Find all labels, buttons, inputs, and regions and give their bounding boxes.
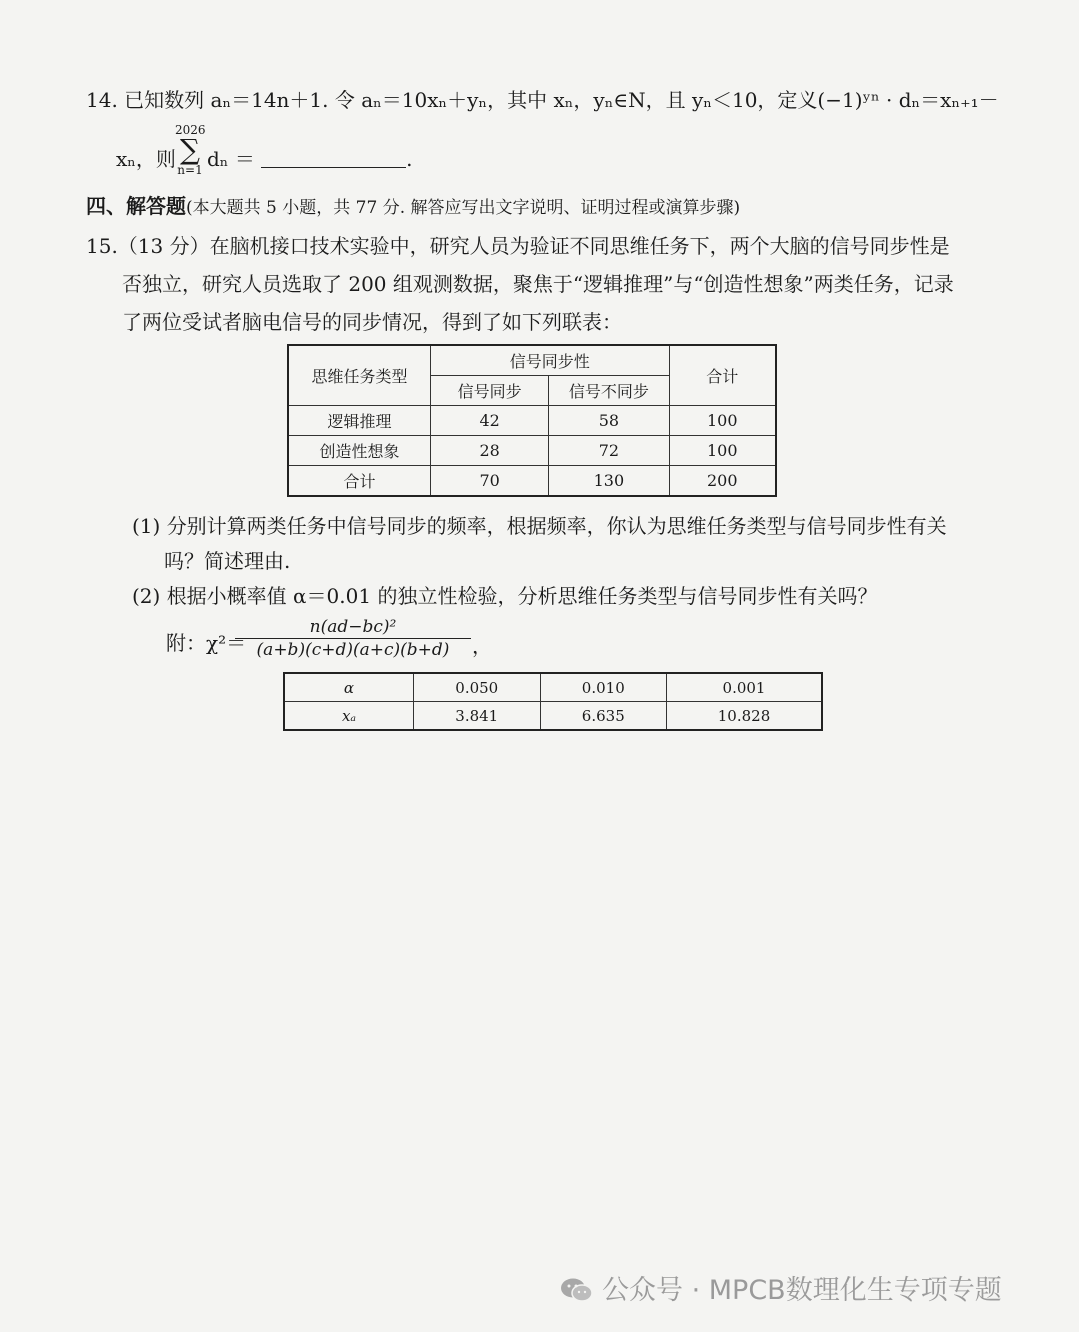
subheader-sync: 信号同步 bbox=[431, 376, 549, 406]
q14-sum-term bbox=[207, 143, 413, 172]
cell-total: 100 bbox=[669, 406, 776, 436]
cell-sync: 28 bbox=[431, 436, 549, 466]
cell-sync: 42 bbox=[431, 406, 549, 436]
row-label: 合计 bbox=[288, 466, 431, 497]
watermark bbox=[560, 1268, 1002, 1307]
cell-nosync: 72 bbox=[549, 436, 669, 466]
sum-term: dₙ ＝ bbox=[207, 147, 255, 171]
table-row bbox=[288, 466, 776, 497]
formula-numerator: n(ad−bc)² bbox=[235, 617, 471, 639]
critical-value-table bbox=[283, 672, 823, 731]
contingency-table bbox=[287, 344, 777, 497]
q15-line2: 否独立，研究人员选取了 200 组观测数据，聚焦于“逻辑推理”与“创造性想象”两类任务，记录 bbox=[122, 272, 954, 296]
q14-end: . bbox=[406, 147, 413, 171]
table-row bbox=[288, 406, 776, 436]
cell-nosync: 58 bbox=[549, 406, 669, 436]
table-row bbox=[284, 702, 822, 731]
wechat-icon bbox=[560, 1277, 594, 1303]
formula-suffix: ， bbox=[472, 634, 492, 658]
formula-prefix: 附：χ²＝ bbox=[166, 631, 247, 655]
x-value: 3.841 bbox=[414, 702, 541, 731]
q15-part1-line2: 吗？简述理由. bbox=[164, 549, 291, 573]
table-row bbox=[288, 436, 776, 466]
section4-title: 四、解答题 bbox=[86, 194, 186, 218]
x-value: 6.635 bbox=[540, 702, 667, 731]
watermark-text: 公众号 · MPCB数理化生专项专题 bbox=[602, 1275, 1002, 1306]
alpha-label: α bbox=[284, 673, 414, 702]
header-sync: 信号同步性 bbox=[431, 345, 670, 376]
subheader-nosync: 信号不同步 bbox=[549, 376, 669, 406]
alpha-value: 0.050 bbox=[414, 673, 541, 702]
header-total: 合计 bbox=[669, 345, 776, 406]
x-value: 10.828 bbox=[667, 702, 822, 731]
section4-heading bbox=[86, 190, 740, 219]
table-row bbox=[284, 673, 822, 702]
cell-sync: 70 bbox=[431, 466, 549, 497]
header-type: 思维任务类型 bbox=[288, 345, 431, 406]
q15-line1: 15.（13 分）在脑机接口技术实验中，研究人员为验证不同思维任务下，两个大脑的信号同步性是 bbox=[86, 234, 950, 258]
sum-lower: n=1 bbox=[177, 163, 203, 177]
summation-symbol bbox=[175, 124, 205, 176]
cell-total: 100 bbox=[669, 436, 776, 466]
q14-line2-start: xₙ，则 bbox=[116, 147, 176, 171]
alpha-value: 0.010 bbox=[540, 673, 667, 702]
cell-nosync: 130 bbox=[549, 466, 669, 497]
sigma-icon: ∑ bbox=[180, 133, 200, 166]
sum-upper: 2026 bbox=[175, 123, 206, 137]
section4-note: (本大题共 5 小题，共 77 分. 解答应写出文字说明、证明过程或演算步骤) bbox=[186, 198, 741, 218]
q15-part1-line1: (1) 分别计算两类任务中信号同步的频率，根据频率，你认为思维任务类型与信号同步性有关 bbox=[132, 514, 947, 538]
chi-square-fraction bbox=[235, 617, 471, 660]
x-label: xₐ bbox=[284, 702, 414, 731]
row-label: 创造性想象 bbox=[288, 436, 431, 466]
row-label: 逻辑推理 bbox=[288, 406, 431, 436]
q15-part2: (2) 根据小概率值 α＝0.01 的独立性检验，分析思维任务类型与信号同步性有关吗？ bbox=[132, 584, 878, 608]
formula-denominator: (a+b)(c+d)(a+c)(b+d) bbox=[256, 640, 450, 660]
q15-line3: 了两位受试者脑电信号的同步情况，得到了如下列联表： bbox=[122, 310, 622, 334]
q14-line1: 14. 已知数列 aₙ＝14n＋1. 令 aₙ＝10xₙ＋yₙ，其中 xₙ，yₙ∈N，且 yₙ＜10，定义(−1)ʸⁿ · dₙ＝xₙ₊₁－ bbox=[86, 88, 999, 112]
cell-total: 200 bbox=[669, 466, 776, 497]
answer-blank bbox=[261, 149, 406, 168]
alpha-value: 0.001 bbox=[667, 673, 822, 702]
